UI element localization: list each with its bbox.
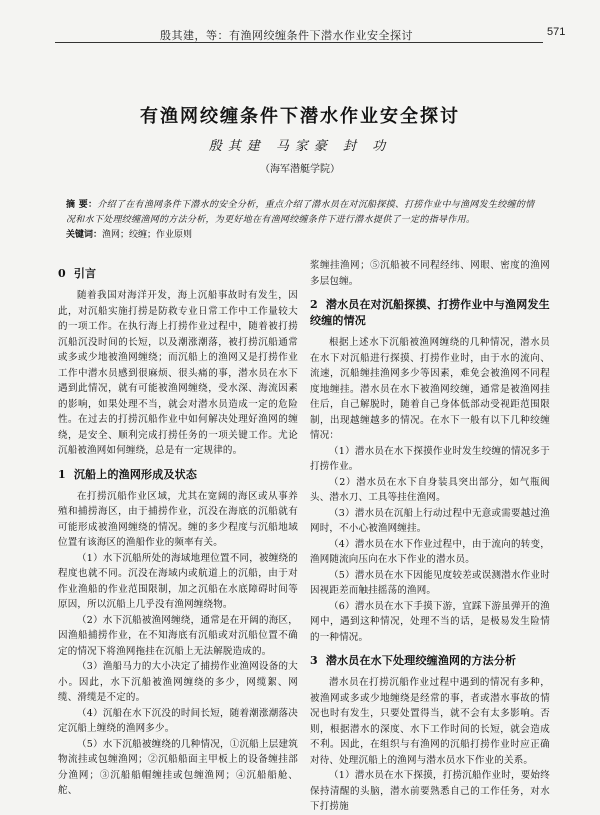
section-title: 潜水员在水下处理绞缠渔网的方法分析 <box>325 654 517 667</box>
paragraph: 在打捞沉船作业区域，尤其在宽阔的海区或从事养殖和捕捞海区，由于捕捞作业，沉没在海底的沉船就有可能形成被渔网缠绕的情况。缠的多少程度与沉船地域位置有该海区的渔船作业的频率有关。 <box>58 490 298 548</box>
keywords <box>66 228 536 243</box>
section-heading-3 <box>310 653 550 669</box>
abstract-text: 介绍了在有渔网条件下潜水的安全分析，重点介绍了潜水员在对沉船探摸、打捞作业中与渔网发生绞缠的情况和水下处理绞缠渔网的方法分析，为更好地在有渔网绞缠条件下进行潜水提供了一定的指导作用。 <box>66 200 535 225</box>
right-column <box>310 258 550 815</box>
section-number: 2 <box>310 298 318 311</box>
paragraph: （3）潜水员在沉船上行动过程中无意或需要越过渔网时，不小心被渔网缠挂。 <box>310 507 550 534</box>
paragraph: 浆缠挂渔网；⑤沉船被不同程经纬、网眼、密度的渔网多层包缠。 <box>310 260 550 287</box>
section-heading-1 <box>58 467 298 483</box>
paragraph: （2）潜水员在水下自身装具突出部分，如气瓶阀头、潜水刀、工具等挂住渔网。 <box>310 476 550 503</box>
section-title: 沉船上的渔网形成及状态 <box>73 467 198 481</box>
paragraph: 潜水员在打捞沉船作业过程中遇到的情况有多种，被渔网或多或少地缠绕是经常的事，者或潜水事故的情况也时有发生，只要处置得当，就不会有太多影响。否则，根据潜水的深度、水下工作时间的长短，就会造成不利。因此，在组织与有渔网的沉船打捞作业时应正确对待、处理沉船上的渔网与潜水员水下作业的关系。 <box>310 677 550 766</box>
section-number: 3 <box>310 654 318 667</box>
paragraph: （6）潜水员在水下手摸下游，宜踩下游虽弹开的渔网中，遇到这种情况，处理不当的话，是极易发生险情的一种情况。 <box>310 600 550 643</box>
paragraph: 随着我国对海洋开发，海上沉船事故时有发生，因此，对沉船实施打捞是防救专业日常工作中工作量较大的一项工作。在执行海上打捞作业过程中，随着被打捞沉船沉没时间的长短，以及潮涨潮落，被打捞沉船通常或多或少地被渔网缠绕；而沉船上的渔网又是打捞作业工作中潜水员感到很麻烦、很头痛的事，潜水员在水下遇到此情况，就有可能被渔网缠绕，受水深、海流因素的影响，如果处理不当，就会对潜水员造成一定的危险性。在过去的打捞沉船作业中如何解决处理好渔网的缠绕，是安全、顺利完成打捞任务的一项关键工作。尤论沉船被渔网如何缠绕，总是有一定规律的。 <box>58 290 298 456</box>
running-head: 殷其建，等：有渔网绞缠条件下潜水作业安全探讨 <box>160 29 413 42</box>
abstract <box>66 198 536 228</box>
section-number: 1 <box>58 467 66 481</box>
paragraph: （1）潜水员在水下探摸，打捞沉船作业时，要始终保持清醒的头脑，潜水前要熟悉自己的工作任务，对水下打捞施 <box>310 770 550 812</box>
paragraph: （5）潜水员在水下因能见度较差或误测潜水作业时因视距差而触挂摇荡的渔网。 <box>310 569 550 596</box>
paragraph: （5）水下沉船被缠绕的几种情况，①沉船上层建筑物流挂或包缠渔网；②沉船船面主甲板上的设备缠挂部分渔网；③沉船船帽缠挂或包缠渔网；④沉船船舱、舵、 <box>58 738 298 796</box>
left-column <box>58 258 298 799</box>
article-affiliation: （海军潜艇学院） <box>260 164 340 175</box>
abstract-label: 摘 要： <box>66 200 98 210</box>
paragraph: （3）渔船马力的大小决定了捕捞作业渔网设备的大小。因此，水下沉船被渔网缠绕的多少，网缆絮、网缆、滑缆是不定的。 <box>58 661 298 703</box>
keywords-text: 渔网；绞缠；作业原则 <box>102 230 193 240</box>
section-heading-intro <box>58 266 298 282</box>
header-rule <box>55 42 543 43</box>
paragraph: （2）水下沉船被渔网缠绕，通常是在开阔的海区，因渔船捕捞作业，在不知海底有沉船或对沉船位置不确定的情况下将渔网拖挂在沉船上无法解脱造成的。 <box>58 614 298 657</box>
paragraph: （1）水下沉船所处的海域地理位置不同，被缠绕的程度也就不同。沉没在海域内或航道上的沉船，由于对作业渔船的作业范围限制，加之沉船在水底障碍时间等原因，所以沉船上几乎没有渔网缠绕物。 <box>58 552 298 610</box>
page-number: 571 <box>547 26 566 38</box>
paragraph: （1）潜水员在水下探摸作业时发生绞缠的情况多于打捞作业。 <box>310 445 550 472</box>
section-title: 潜水员在对沉船探摸、打捞作业中与渔网发生绞缠的情况 <box>310 298 550 327</box>
paragraph: （4）沉船在水下沉没的时间长短，随着潮涨潮落决定沉船上缠绕的渔网多少。 <box>58 707 298 734</box>
keywords-label: 关键词： <box>66 230 103 240</box>
section-heading-2 <box>310 297 550 329</box>
section-number: 0 <box>58 267 66 280</box>
article-title: 有渔网绞缠条件下潜水作业安全探讨 <box>140 106 460 127</box>
paragraph: （4）潜水员在水下作业过程中，由于流向的转变，渔网随流向压向在水下作业的潜水员。 <box>310 538 550 565</box>
paragraph: 根据上述水下沉船被渔网缠绕的几种情况，潜水员在水下对沉船进行探摸、打捞作业时，由于水的流向、流速，沉船缠挂渔网多少等因素，难免会被渔网不同程度地缠挂。潜水员在水下被渔网绞缠，通常是被渔网挂住后，自己解脱时，随着自己身体低部动受视距范围限制，出现越缠越多的情况。在水下一般有以下几种绞缠情况： <box>310 337 550 441</box>
section-title: 引言 <box>73 267 97 280</box>
article-authors: 殷其建 马家豪 封 功 <box>208 139 392 154</box>
